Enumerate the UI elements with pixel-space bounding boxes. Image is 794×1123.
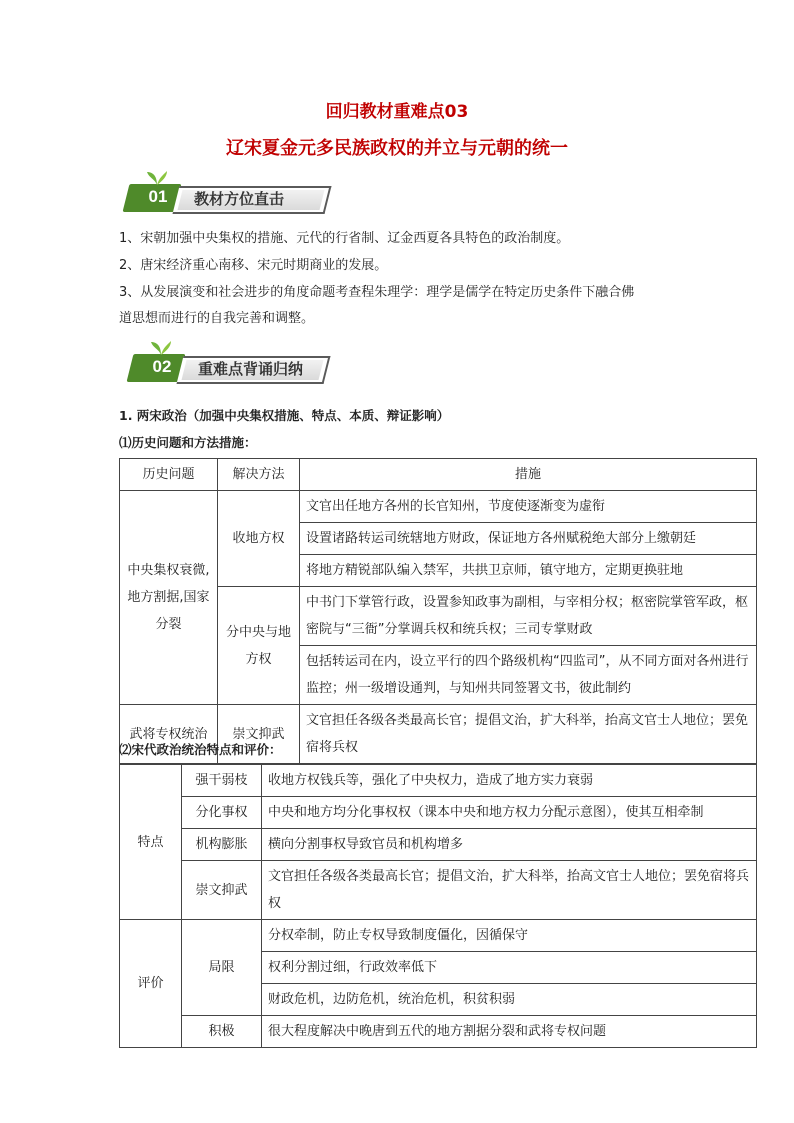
table-cell: 崇文抑武 [218, 705, 300, 764]
table-row [120, 920, 757, 952]
table-cell: 横向分割事权导致官员和机构增多 [262, 829, 757, 861]
table-cell: 武将专权统治 [120, 705, 218, 764]
subsection-heading: ⑵宋代政治统治特点和评价： [119, 742, 282, 757]
table-cell: 强干弱枝 [182, 765, 262, 797]
table-cell: 分权牵制，防止专权导致制度僵化，因循保守 [262, 920, 757, 952]
section-banner-2 [130, 344, 330, 384]
table-row [120, 459, 757, 491]
subsection-heading: ⑴历史问题和方法措施： [119, 435, 257, 450]
table-header: 解决方法 [218, 459, 300, 491]
section-label: 教材方位直击 [194, 190, 285, 208]
table-row [120, 765, 757, 797]
table-header: 历史问题 [120, 459, 218, 491]
table-cell: 局限 [182, 920, 262, 1016]
table-cell: 分中央与地方权 [218, 587, 300, 705]
table-cell: 中央和地方均分化事权权（课本中央和地方权力分配示意图），使其互相牵制 [262, 797, 757, 829]
table-cell: 特点 [120, 765, 182, 920]
table-cell: 文官担任各级各类最高长官；提倡文治，扩大科举，抬高文官士人地位；罢免宿将兵权 [262, 861, 757, 920]
list-item: 3、从发展演变和社会进步的角度命题考查程朱理学：理学是儒学在特定历史条件下融合佛 [119, 285, 635, 300]
table-row [120, 797, 757, 829]
table-cell: 财政危机，边防危机，统治危机，积贫积弱 [262, 984, 757, 1016]
table-row [120, 491, 757, 523]
leaf-icon [150, 340, 172, 356]
table-cell: 分化事权 [182, 797, 262, 829]
table-cell: 中央集权衰微,地方割据,国家分裂 [120, 491, 218, 705]
table-row [120, 861, 757, 920]
table-cell: 评价 [120, 920, 182, 1048]
table-cell: 积极 [182, 1016, 262, 1048]
table-row [120, 1016, 757, 1048]
table-cell: 崇文抑武 [182, 861, 262, 920]
table-header: 措施 [300, 459, 757, 491]
table-cell: 收地方权 [218, 491, 300, 587]
table-cell: 包括转运司在内，设立平行的四个路级机构“四监司”，从不同方面对各州进行监控；州一级增设通判，与知州共同签署文书，彼此制约 [300, 646, 757, 705]
document-title: 回归教材重难点03 [325, 102, 469, 122]
list-item: 道思想而进行的自我完善和调整。 [119, 311, 315, 326]
table-cell: 权利分割过细，行政效率低下 [262, 952, 757, 984]
table-cell: 很大程度解决中晚唐到五代的地方割据分裂和武将专权问题 [262, 1016, 757, 1048]
list-item: 1、宋朝加强中央集权的措施、元代的行省制、辽金西夏各具特色的政治制度。 [119, 231, 570, 246]
section-heading: 1. 两宋政治（加强中央集权措施、特点、本质、辩证影响） [119, 408, 450, 423]
table-cell: 设置诸路转运司统辖地方财政，保证地方各州赋税绝大部分上缴朝廷 [300, 523, 757, 555]
table-row [120, 829, 757, 861]
section-banner-1 [126, 174, 336, 214]
table-cell: 中书门下掌管行政，设置参知政事为副相，与宰相分权；枢密院掌管军政，枢密院与“三衙”分掌调兵权和统兵权；三司专掌财政 [300, 587, 757, 646]
section-number: 02 [152, 357, 172, 376]
table-cell: 收地方权钱兵等，强化了中央权力，造成了地方实力衰弱 [262, 765, 757, 797]
section-number: 01 [148, 187, 168, 206]
evaluation-table [119, 764, 757, 1048]
table-cell: 文官担任各级各类最高长官；提倡文治，扩大科举，抬高文官士人地位；罢免宿将兵权 [300, 705, 757, 764]
table-cell: 机构膨胀 [182, 829, 262, 861]
leaf-icon [146, 170, 168, 186]
measures-table [119, 458, 757, 764]
list-item: 2、唐宋经济重心南移、宋元时期商业的发展。 [119, 258, 388, 273]
table-cell: 将地方精锐部队编入禁军，共拱卫京师，镇守地方，定期更换驻地 [300, 555, 757, 587]
section-label: 重难点背诵归纳 [198, 360, 304, 378]
document-subtitle: 辽宋夏金元多民族政权的并立与元朝的统一 [226, 138, 568, 159]
table-cell: 文官出任地方各州的长官知州，节度使逐渐变为虚衔 [300, 491, 757, 523]
